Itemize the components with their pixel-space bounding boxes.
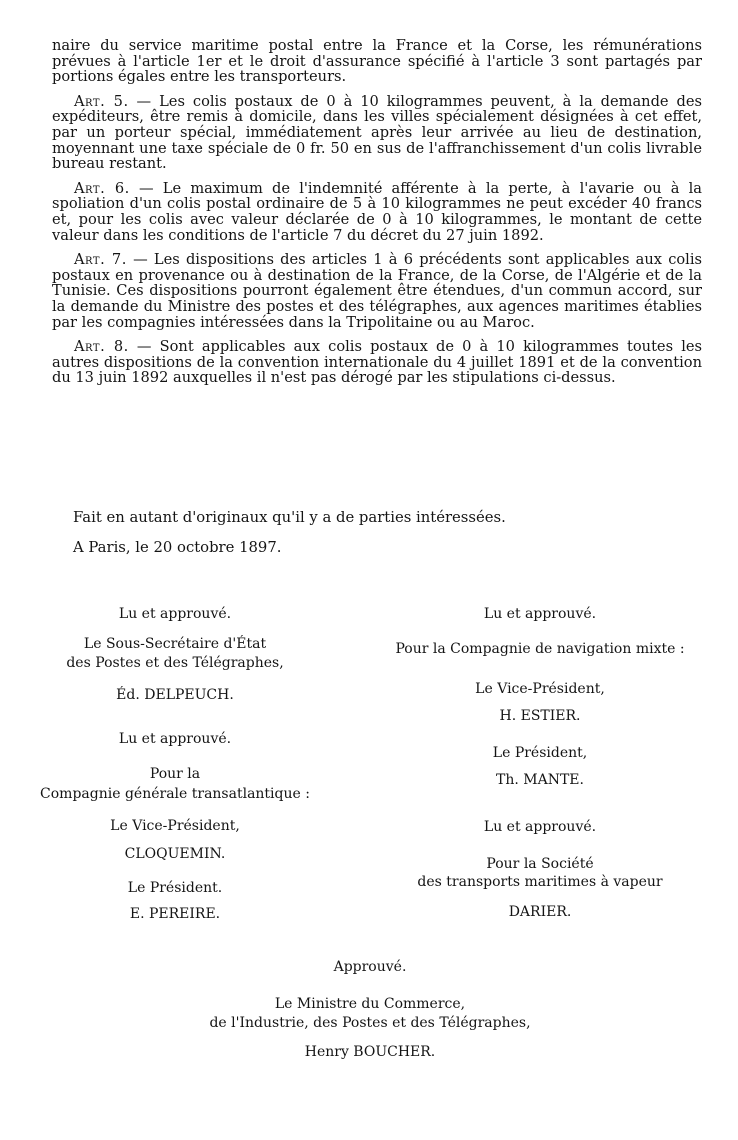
left-title-2: Le Vice-Président, [110,818,240,834]
article-8-text: — Sont applicables aux colis postaux de 0 à 10 kilogrammes toutes les autres dispositions de la convention internationale du 4 juillet 1891 et de la convention du 13 juin 1892 auxquelles il n'est pas dérogé par les stipulations ci-dessus. [52,338,702,387]
left-org-2b: Compagnie générale transatlantique : [40,786,310,802]
article-6-text: — Le maximum de l'indemnité afférente à la perte, à l'avarie ou à la spoliation d'un colis postal ordinaire de 5 à 10 kilogrammes ne peut excéder 40 francs et, pour les colis avec valeur déclarée de 0 à 10 kilogrammes, le montant de cette valeur dans les conditions de l'article 7 du décret du 27 juin 1892. [52,179,703,244]
left-approval-2: Lu et approuvé. [118,731,232,747]
left-title-1a: Le Sous-Secrétaire d'État [83,636,267,652]
minister-title-a: Le Ministre du Commerce, [274,996,466,1012]
left-title-1b: des Postes et des Télégraphes, [66,655,284,671]
article-5-text: — Les colis postaux de 0 à 10 kilogrammes peuvent, à la demande des expéditeurs, être remis à domicile, dans les villes spécialement désignées à cet effet, par un porteur spécial, immédiatement après leur arrivée au lieu de destination, moyennant une taxe spéciale de 0 fr. 50 en sus de l'affranchissement d'un colis livrable bureau restant. [52,92,702,173]
right-org-1: Pour la Compagnie de navigation mixte : [395,641,685,657]
article-7-label: Art. 7. [74,251,127,269]
article-5-label: Art. 5. [74,92,129,110]
article-6 [52,181,702,243]
article-5 [52,94,702,172]
right-signatory-2: Th. MANTE. [496,772,584,788]
left-signatory-2: CLOQUEMIN. [124,846,226,862]
right-org-2b: des transports maritimes à vapeur [417,874,663,890]
decree-body [52,38,702,395]
right-signatory-3: DARIER. [508,904,572,920]
left-title-3: Le Président. [127,880,223,896]
right-title-1: Le Vice-Président, [475,681,605,697]
final-approval: Approuvé. [333,959,407,975]
left-signatory-3: E. PEREIRE. [129,906,221,922]
article-7-text: — Les dispositions des articles 1 à 6 précédents sont applicables aux colis postaux en provenance ou à destination de la France, de la Corse, de l'Algérie et de la Tunisie. Ces dispositions pourront également être étendues, d'un commun accord, sur la demande du Ministre des postes et des télégraphes, aux agences maritimes établies par les compagnies intéressées dans la Tripolitaine ou au Maroc. [52,251,703,331]
article-8-label: Art. 8. [74,338,129,356]
paragraph-continuation: naire du service maritime postal entre la France et la Corse, les rémunérations prévues à l'article 1er et le droit d'assurance spécifié à l'article 3 sont partagés par portions égales entre les transporteurs. [52,37,702,86]
article-8 [52,339,702,386]
right-approval-1: Lu et approuvé. [483,606,597,622]
right-org-2a: Pour la Société [486,856,594,872]
minister-title-b: de l'Industrie, des Postes et des Télégraphes, [209,1015,531,1031]
left-org-2a: Pour la [149,766,201,782]
article-6-label: Art. 6. [74,179,130,197]
right-approval-2: Lu et approuvé. [483,819,597,835]
minister-signatory: Henry BOUCHER. [304,1044,436,1060]
right-title-2: Le Président, [492,745,588,761]
originals-statement: Fait en autant d'originaux qu'il y a de parties intéressées. [73,509,506,526]
place-date: A Paris, le 20 octobre 1897. [73,539,282,556]
right-signatory-1: H. ESTIER. [499,708,581,724]
left-approval-1: Lu et approuvé. [118,606,232,622]
left-signatory-1: Éd. DELPEUCH. [116,687,234,703]
article-7 [52,252,702,330]
